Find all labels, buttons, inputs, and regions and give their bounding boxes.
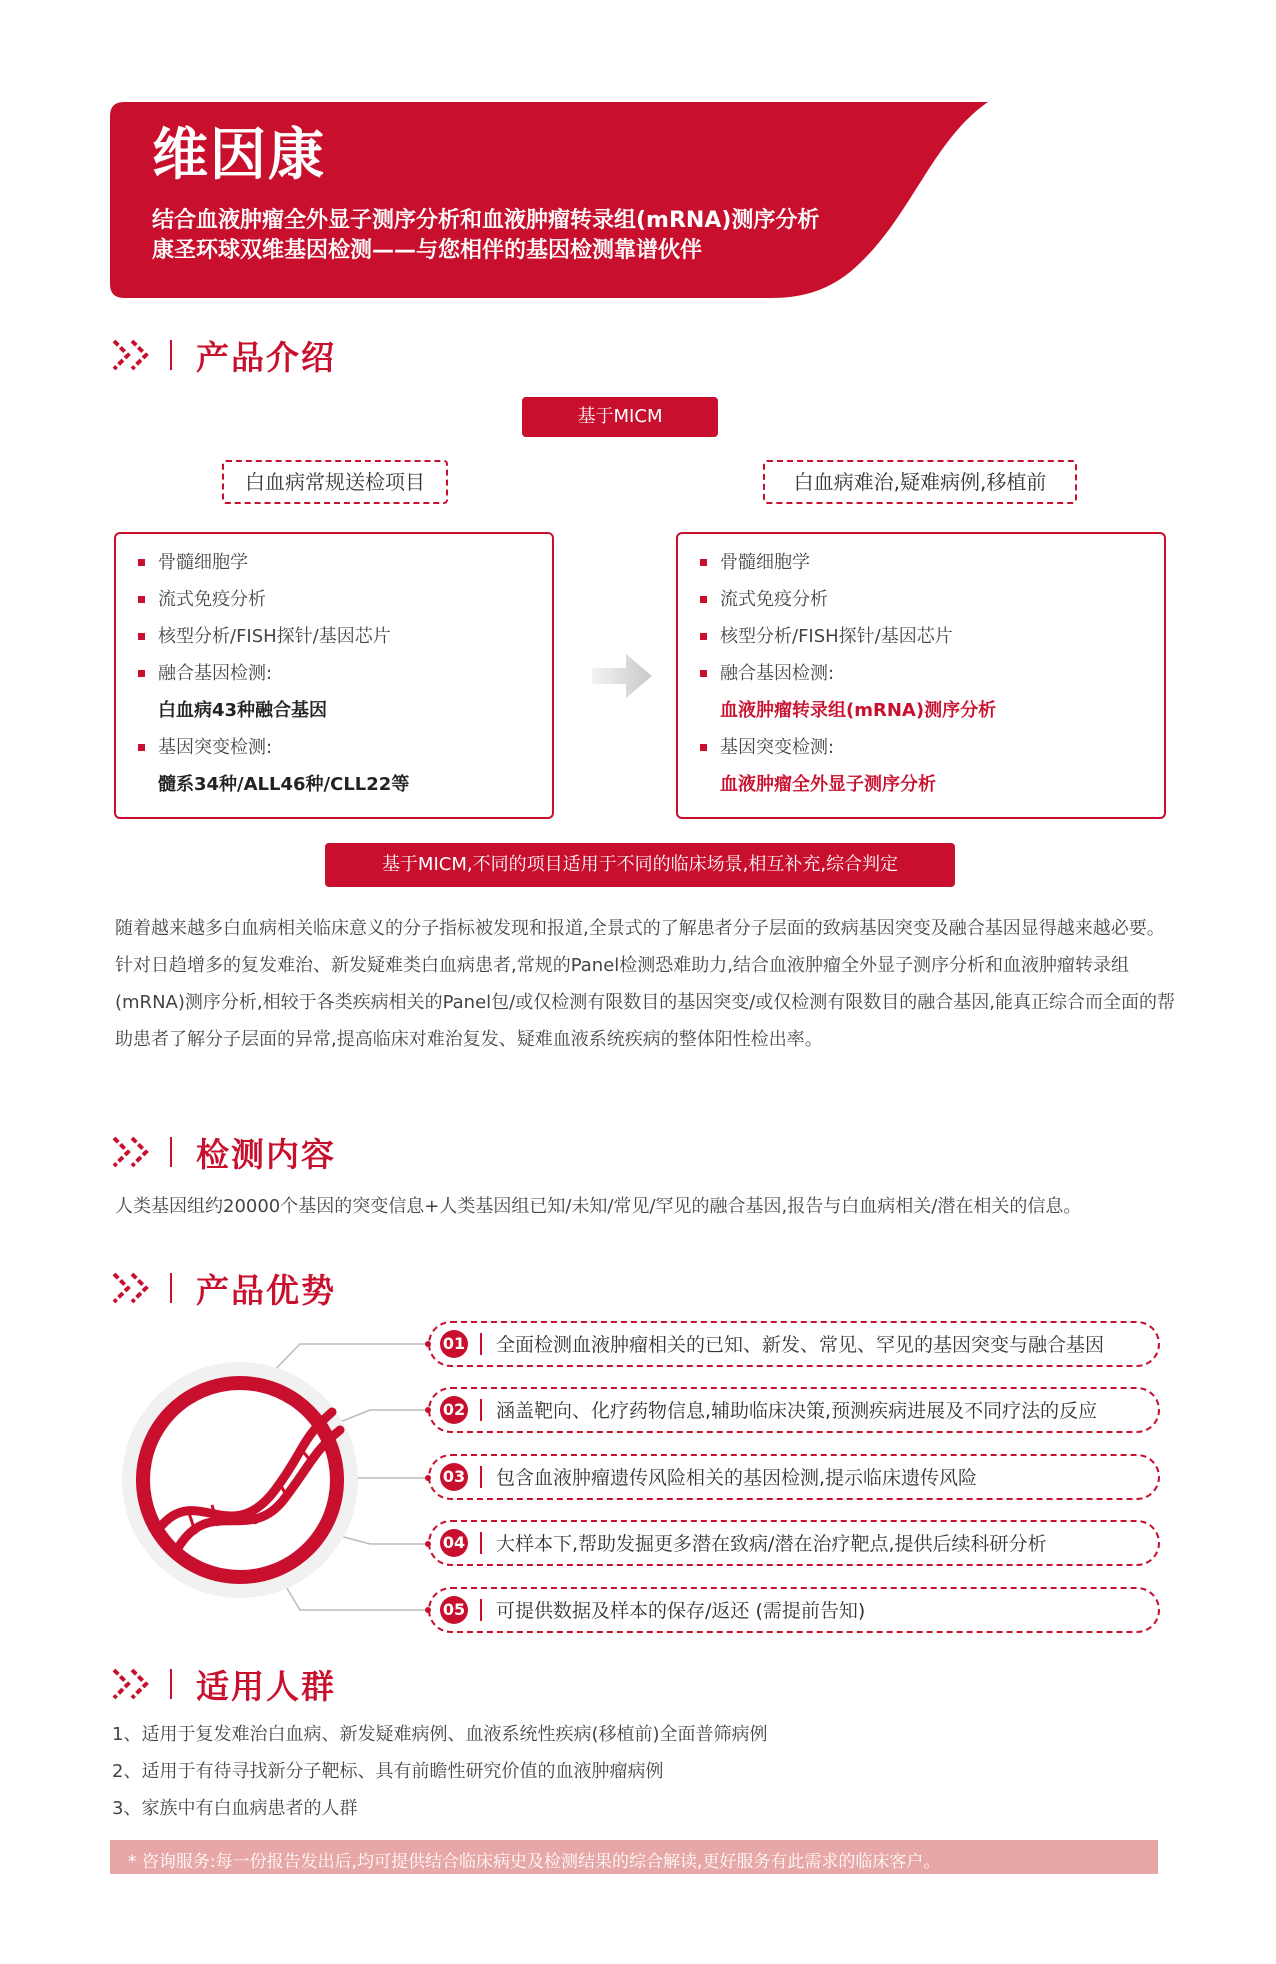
advantage-item (428, 1587, 1160, 1633)
double-chevron-icon (112, 1270, 156, 1306)
advantage-item (428, 1454, 1160, 1500)
advantage-divider (480, 1532, 482, 1554)
double-chevron-icon (112, 1134, 156, 1170)
advantage-number: 05 (440, 1596, 468, 1624)
arrow-right-icon (592, 652, 654, 700)
page-title: 维因康 (152, 123, 326, 188)
advantage-text: 包含血液肿瘤遗传风险相关的基因检测,提示临床遗传风险 (496, 1467, 978, 1489)
list-item: 核型分析/FISH探针/基因芯片 (138, 628, 391, 646)
advantage-text: 大样本下,帮助发掘更多潜在致病/潜在治疗靶点,提供后续科研分析 (496, 1533, 1047, 1555)
intro-paragraphs (115, 910, 1175, 1058)
advantage-text: 涵盖靶向、化疗药物信息,辅助临床决策,预测疾病进展及不同疗法的反应 (496, 1400, 1098, 1422)
audience-item: 1、适用于复发难治白血病、新发疑难病例、血液系统性疾病(移植前)全面普筛病例 (112, 1724, 768, 1745)
intro-paragraph: 针对日趋增多的复发难治、新发疑难类白血病患者,常规的Panel检测恐难助力,结合血液肿瘤全外显子测序分析和血液肿瘤转录组(mRNA)测序分析,相较于各类疾病相关的Panel包/或仅检测有限数目的基因突变/或仅检测有限数目的融合基因,能真正综合而全面的帮助患者了解分子层面的异常,提高临床对难治复发、疑难血液系统疾病的整体阳性检出率。 (115, 955, 1175, 1050)
double-chevron-icon (112, 1666, 156, 1702)
list-subitem: 白血病43种融合基因 (158, 700, 328, 721)
advantage-number: 02 (440, 1396, 468, 1424)
advantage-divider (480, 1333, 482, 1355)
left-panel (114, 532, 554, 819)
advantage-text: 全面检测血液肿瘤相关的已知、新发、常见、罕见的基因突变与融合基因 (496, 1334, 1105, 1356)
section-header-advantages (112, 1268, 336, 1308)
section-divider (170, 1137, 172, 1167)
section-header-intro (112, 335, 336, 375)
advantage-number: 04 (440, 1529, 468, 1557)
list-item: 基因突变检测: (700, 739, 834, 757)
audience-item: 2、适用于有待寻找新分子靶标、具有前瞻性研究价值的血液肿瘤病例 (112, 1761, 664, 1782)
list-subitem-highlight: 血液肿瘤转录组(mRNA)测序分析 (720, 700, 997, 721)
section-divider (170, 1669, 172, 1699)
micm-label: 基于MICM (522, 397, 718, 437)
advantage-number: 01 (440, 1330, 468, 1358)
right-panel (676, 532, 1166, 819)
list-item: 基因突变检测: (138, 739, 272, 757)
section-title-advantages: 产品优势 (196, 1270, 336, 1310)
header-subtitle-1: 结合血液肿瘤全外显子测序分析和血液肿瘤转录组(mRNA)测序分析 (152, 208, 820, 233)
intro-paragraph: 随着越来越多白血病相关临床意义的分子指标被发现和报道,全景式的了解患者分子层面的致病基因突变及融合基因显得越来越必要。 (115, 918, 1165, 939)
list-item: 流式免疫分析 (700, 591, 828, 609)
section-header-audience (112, 1664, 336, 1704)
advantage-number: 03 (440, 1463, 468, 1491)
list-item: 融合基因检测: (138, 665, 272, 683)
list-item: 骨髓细胞学 (138, 554, 248, 572)
double-chevron-icon (112, 337, 156, 373)
section-title-intro: 产品介绍 (196, 337, 336, 377)
list-subitem-highlight: 血液肿瘤全外显子测序分析 (720, 774, 936, 795)
advantage-text: 可提供数据及样本的保存/返还 (需提前告知) (496, 1600, 866, 1622)
advantage-divider (480, 1399, 482, 1421)
right-panel-title: 白血病难治,疑难病例,移植前 (763, 460, 1077, 504)
advantage-divider (480, 1599, 482, 1621)
advantage-divider (480, 1466, 482, 1488)
list-item: 流式免疫分析 (138, 591, 266, 609)
list-item: 核型分析/FISH探针/基因芯片 (700, 628, 953, 646)
content-text: 人类基因组约20000个基因的突变信息+人类基因组已知/未知/常见/罕见的融合基因,报告与白血病相关/潜在相关的信息。 (115, 1196, 1082, 1217)
section-title-audience: 适用人群 (196, 1666, 336, 1706)
footer-consult-bar (110, 1840, 1158, 1874)
advantage-item (428, 1321, 1160, 1367)
header-subtitle-2: 康圣环球双维基因检测——与您相伴的基因检测靠谱伙伴 (152, 238, 703, 263)
advantage-item (428, 1387, 1160, 1433)
left-panel-title: 白血病常规送检项目 (222, 460, 448, 504)
section-divider (170, 1273, 172, 1303)
dna-graphic (100, 1320, 440, 1650)
section-divider (170, 340, 172, 370)
list-item: 融合基因检测: (700, 665, 834, 683)
list-subitem: 髓系34种/ALL46种/CLL22等 (158, 774, 410, 795)
footer-consult-text: * 咨询服务:每一份报告发出后,均可提供结合临床病史及检测结果的综合解读,更好服务有此需求的临床客户。 (128, 1852, 941, 1872)
advantage-item (428, 1520, 1160, 1566)
section-title-content: 检测内容 (196, 1134, 336, 1174)
list-item: 骨髓细胞学 (700, 554, 810, 572)
section-header-content (112, 1132, 336, 1172)
audience-item: 3、家族中有白血病患者的人群 (112, 1798, 358, 1819)
micm-summary: 基于MICM,不同的项目适用于不同的临床场景,相互补充,综合判定 (325, 843, 955, 887)
